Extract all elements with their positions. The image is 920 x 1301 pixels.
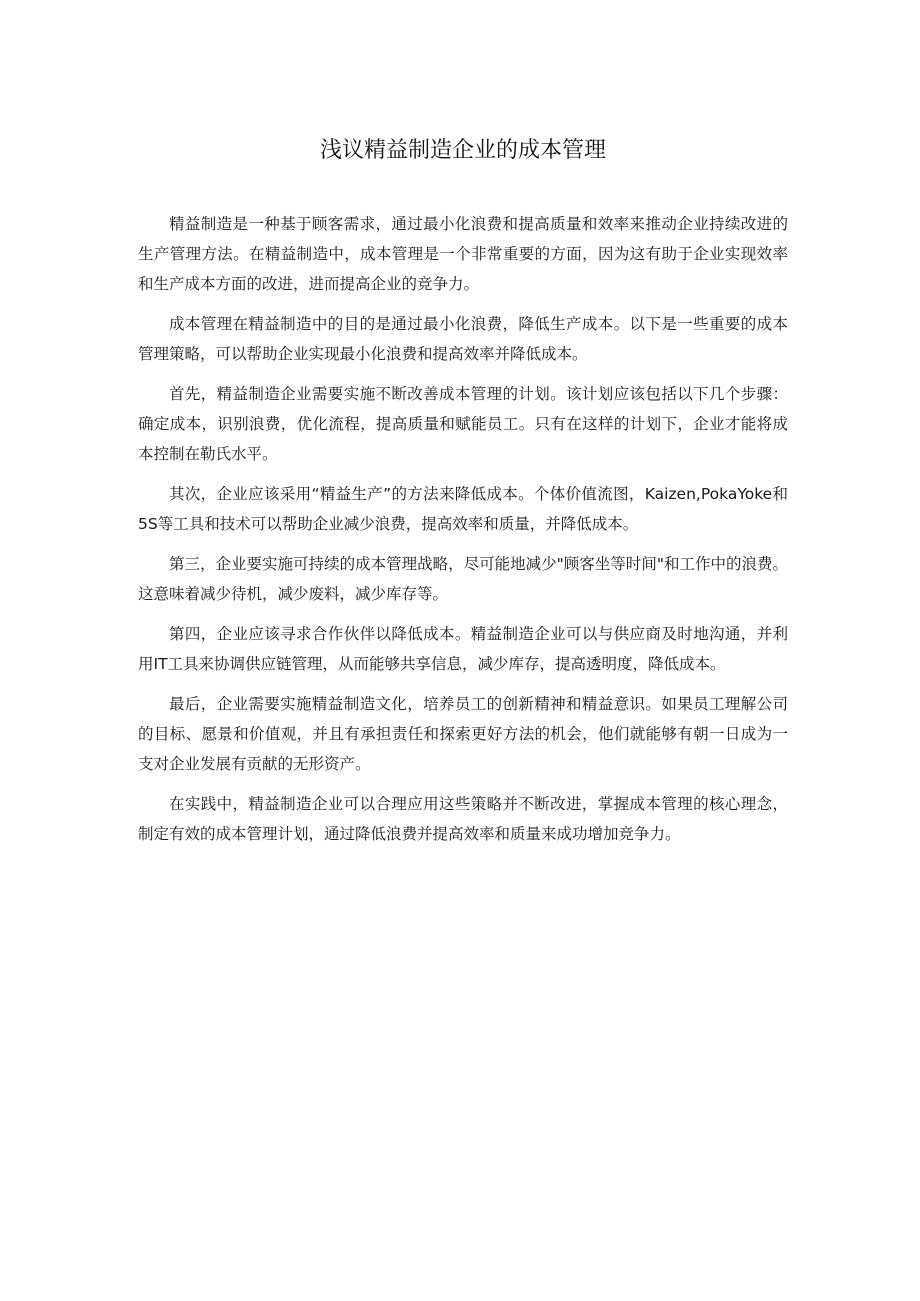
paragraph-first: 首先，精益制造企业需要实施不断改善成本管理的计划。该计划应该包括以下几个步骤：确定成本，识别浪费，优化流程，提高质量和赋能员工。只有在这样的计划下，企业才能将成本控制在勒氏水平。	[138, 385, 788, 463]
paragraph-purpose: 成本管理在精益制造中的目的是通过最小化浪费，降低生产成本。以下是一些重要的成本管理策略，可以帮助企业实现最小化浪费和提高效率并降低成本。	[138, 315, 788, 363]
paragraph-fourth: 第四，企业应该寻求合作伙伴以降低成本。精益制造企业可以与供应商及时地沟通，并利用IT工具来协调供应链管理，从而能够共享信息，减少库存，提高透明度，降低成本。	[138, 625, 788, 673]
paragraph-second: 其次，企业应该采用“精益生产”的方法来降低成本。个体价值流图，Kaizen,PokaYoke和5S等工具和技术可以帮助企业减少浪费，提高效率和质量，并降低成本。	[138, 485, 788, 533]
document-page	[138, 132, 788, 859]
paragraph-intro: 精益制造是一种基于顾客需求，通过最小化浪费和提高质量和效率来推动企业持续改进的生产管理方法。在精益制造中，成本管理是一个非常重要的方面，因为这有助于企业实现效率和生产成本方面的改进，进而提高企业的竞争力。	[138, 215, 788, 293]
paragraph-third: 第三，企业要实施可持续的成本管理战略，尽可能地减少"顾客坐等时间"和工作中的浪费。这意味着减少待机，减少废料，减少库存等。	[138, 555, 788, 603]
paragraph-last: 最后，企业需要实施精益制造文化，培养员工的创新精神和精益意识。如果员工理解公司的目标、愿景和价值观，并且有承担责任和探索更好方法的机会，他们就能够有朝一日成为一支对企业发展有贡献的无形资产。	[138, 695, 788, 773]
paragraph-conclusion: 在实践中，精益制造企业可以合理应用这些策略并不断改进，掌握成本管理的核心理念，制定有效的成本管理计划，通过降低浪费并提高效率和质量来成功增加竞争力。	[138, 795, 788, 843]
document-title: 浅议精益制造企业的成本管理	[319, 138, 606, 163]
